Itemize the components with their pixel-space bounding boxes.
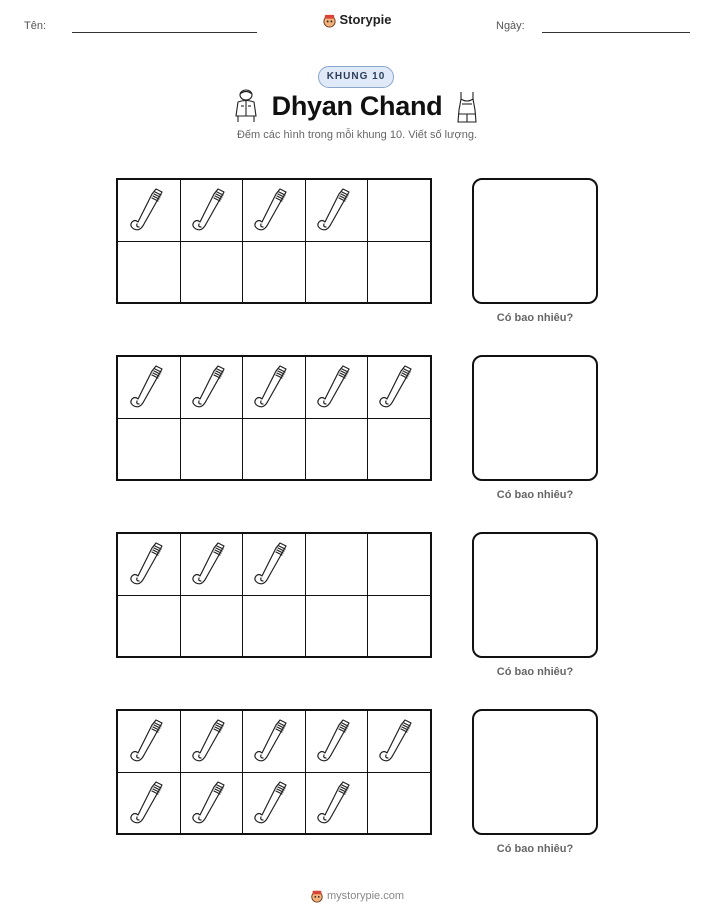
name-label: Tên:	[24, 20, 47, 32]
frame-cell	[305, 242, 368, 304]
frame-cell	[118, 419, 181, 481]
date-label: Ngày:	[496, 20, 525, 32]
footer	[0, 889, 714, 903]
frame-cell	[180, 419, 243, 481]
frame-cell	[242, 357, 305, 419]
storypie-logo-icon	[322, 13, 337, 28]
answer-box[interactable]	[472, 532, 598, 658]
frame-cell	[367, 534, 430, 596]
frame-cell	[242, 419, 305, 481]
worksheet-badge: KHUNG 10	[318, 66, 394, 88]
question-label: Có bao nhiêu?	[496, 843, 574, 855]
ten-frame	[116, 355, 432, 481]
frame-cell	[367, 596, 430, 658]
instructions: Đếm các hình trong mỗi khung 10. Viết số lượng.	[236, 129, 477, 141]
frame-cell	[242, 711, 305, 773]
storypie-footer-logo-icon	[310, 889, 324, 903]
frame-cell	[180, 357, 243, 419]
question-label: Có bao nhiêu?	[496, 489, 574, 501]
frame-cell	[180, 596, 243, 658]
frame-cell	[367, 180, 430, 242]
frame-cell	[180, 180, 243, 242]
frame-cell	[180, 242, 243, 304]
frame-cell	[367, 773, 430, 835]
frame-cell	[118, 711, 181, 773]
frame-cell	[118, 242, 181, 304]
answer-box[interactable]	[472, 709, 598, 835]
frame-cell	[305, 773, 368, 835]
frame-cell	[118, 596, 181, 658]
frame-cell	[367, 711, 430, 773]
brand-name: Storypie	[339, 12, 392, 27]
frame-cell	[242, 242, 305, 304]
frame-cell	[305, 180, 368, 242]
frame-cell	[242, 596, 305, 658]
ten-frame	[116, 178, 432, 304]
frame-cell	[180, 773, 243, 835]
question-label: Có bao nhiêu?	[496, 666, 574, 678]
frame-cell	[305, 419, 368, 481]
worksheet-title: Dhyan Chand	[271, 91, 443, 121]
frame-cell	[367, 242, 430, 304]
brand-logo	[0, 12, 714, 28]
frame-cell	[242, 534, 305, 596]
footer-url: mystorypie.com	[326, 889, 405, 902]
date-line[interactable]	[542, 32, 690, 33]
ten-frame	[116, 532, 432, 658]
frame-cell	[242, 180, 305, 242]
frame-cell	[180, 534, 243, 596]
frame-cell	[305, 357, 368, 419]
frame-cell	[118, 180, 181, 242]
frame-cell	[242, 773, 305, 835]
frame-cell	[305, 711, 368, 773]
frame-cell	[180, 711, 243, 773]
ten-frame	[116, 709, 432, 835]
frame-cell	[305, 534, 368, 596]
question-label: Có bao nhiêu?	[496, 312, 574, 324]
jersey-icon	[454, 90, 480, 124]
frame-cell	[118, 773, 181, 835]
answer-box[interactable]	[472, 355, 598, 481]
frame-cell	[118, 357, 181, 419]
frame-cell	[367, 357, 430, 419]
frame-cell	[118, 534, 181, 596]
answer-box[interactable]	[472, 178, 598, 304]
frame-cell	[305, 596, 368, 658]
name-line[interactable]	[72, 32, 257, 33]
frame-cell	[367, 419, 430, 481]
